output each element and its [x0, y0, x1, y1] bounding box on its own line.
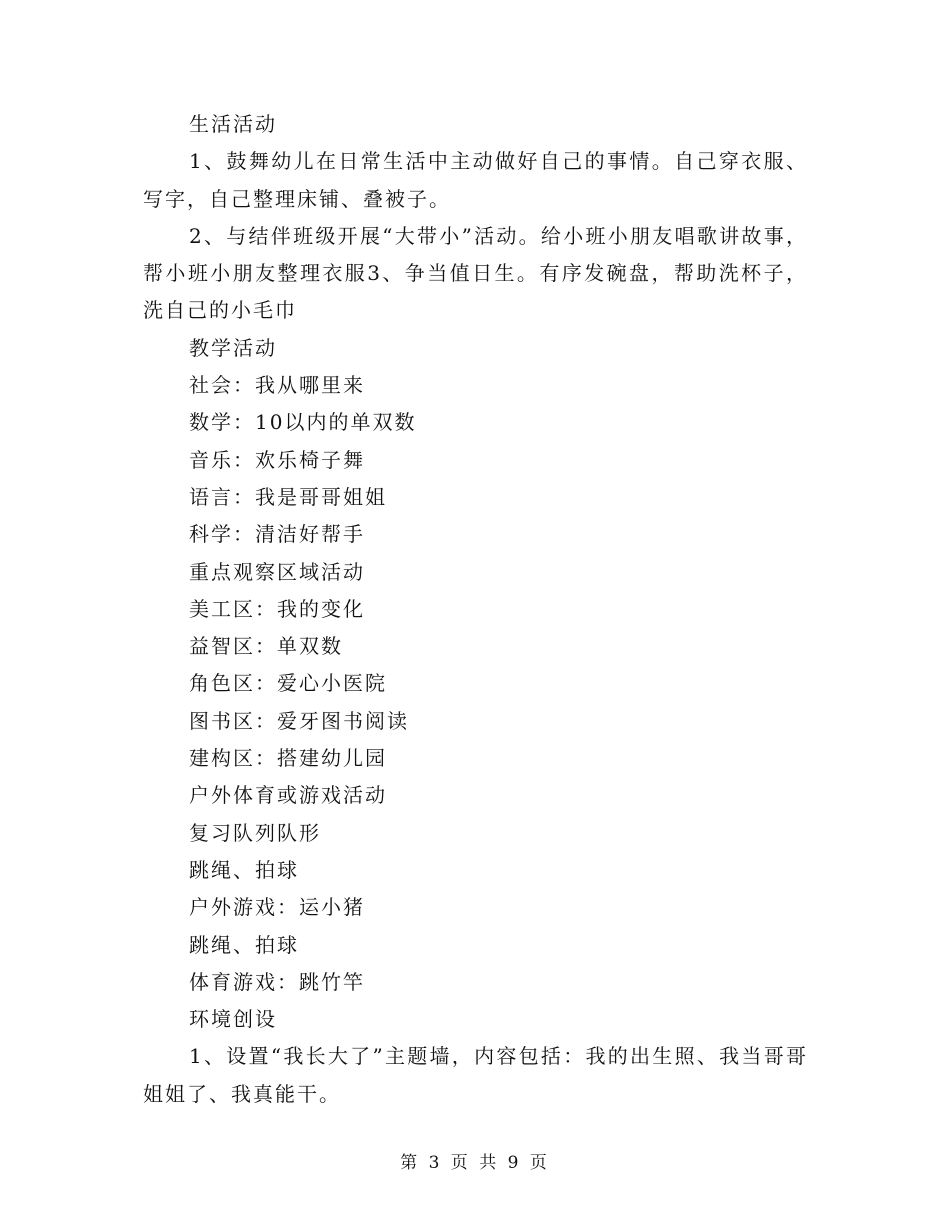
paragraph: 角色区：爱心小医院	[189, 671, 387, 696]
paragraph: 社会：我从哪里来	[189, 373, 365, 398]
paragraph: 科学：清洁好帮手	[189, 522, 365, 547]
footer-prefix: 第	[400, 1153, 421, 1173]
paragraph: 音乐：欢乐椅子舞	[189, 447, 365, 472]
page-footer	[0, 1151, 950, 1175]
paragraph: 户外体育或游戏活动	[189, 783, 387, 808]
paragraph: 生活活动	[189, 112, 277, 136]
paragraph: 户外游戏：运小猪	[189, 895, 365, 920]
document-body	[143, 106, 808, 1113]
paragraph: 体育游戏：跳竹竿	[189, 969, 365, 994]
paragraph: 图书区：爱牙图书阅读	[189, 708, 409, 733]
total-pages: 9	[507, 1153, 522, 1173]
paragraph: 建构区：搭建幼儿园	[189, 746, 387, 771]
paragraph: 语言：我是哥哥姐姐	[189, 484, 387, 509]
footer-suffix: 页	[529, 1153, 550, 1173]
paragraph: 跳绳、拍球	[189, 857, 299, 882]
paragraph: 2、与结伴班级开展“大带小”活动。给小班小朋友唱歌讲故事，帮小班小朋友整理衣服3、争当值日生。有序发碗盘，帮助洗杯子，洗自己的小毛巾	[143, 223, 808, 323]
paragraph: 复习队列队形	[189, 820, 321, 845]
paragraph: 益智区：单双数	[189, 634, 343, 659]
paragraph: 跳绳、拍球	[189, 932, 299, 957]
paragraph: 环境创设	[189, 1007, 277, 1032]
paragraph: 1、设置“我长大了”主题墙，内容包括：我的出生照、我当哥哥姐姐了、我真能干。	[143, 1044, 808, 1106]
paragraph: 重点观察区域活动	[189, 559, 365, 584]
paragraph: 数学：10以内的单双数	[189, 410, 417, 435]
paragraph: 教学活动	[189, 335, 277, 360]
footer-middle: 页 共	[450, 1153, 500, 1173]
paragraph: 1、鼓舞幼儿在日常生活中主动做好自己的事情。自己穿衣服、写字，自己整理床铺、叠被子。	[143, 149, 808, 211]
paragraph: 美工区：我的变化	[189, 596, 365, 621]
current-page-number: 3	[428, 1153, 443, 1173]
